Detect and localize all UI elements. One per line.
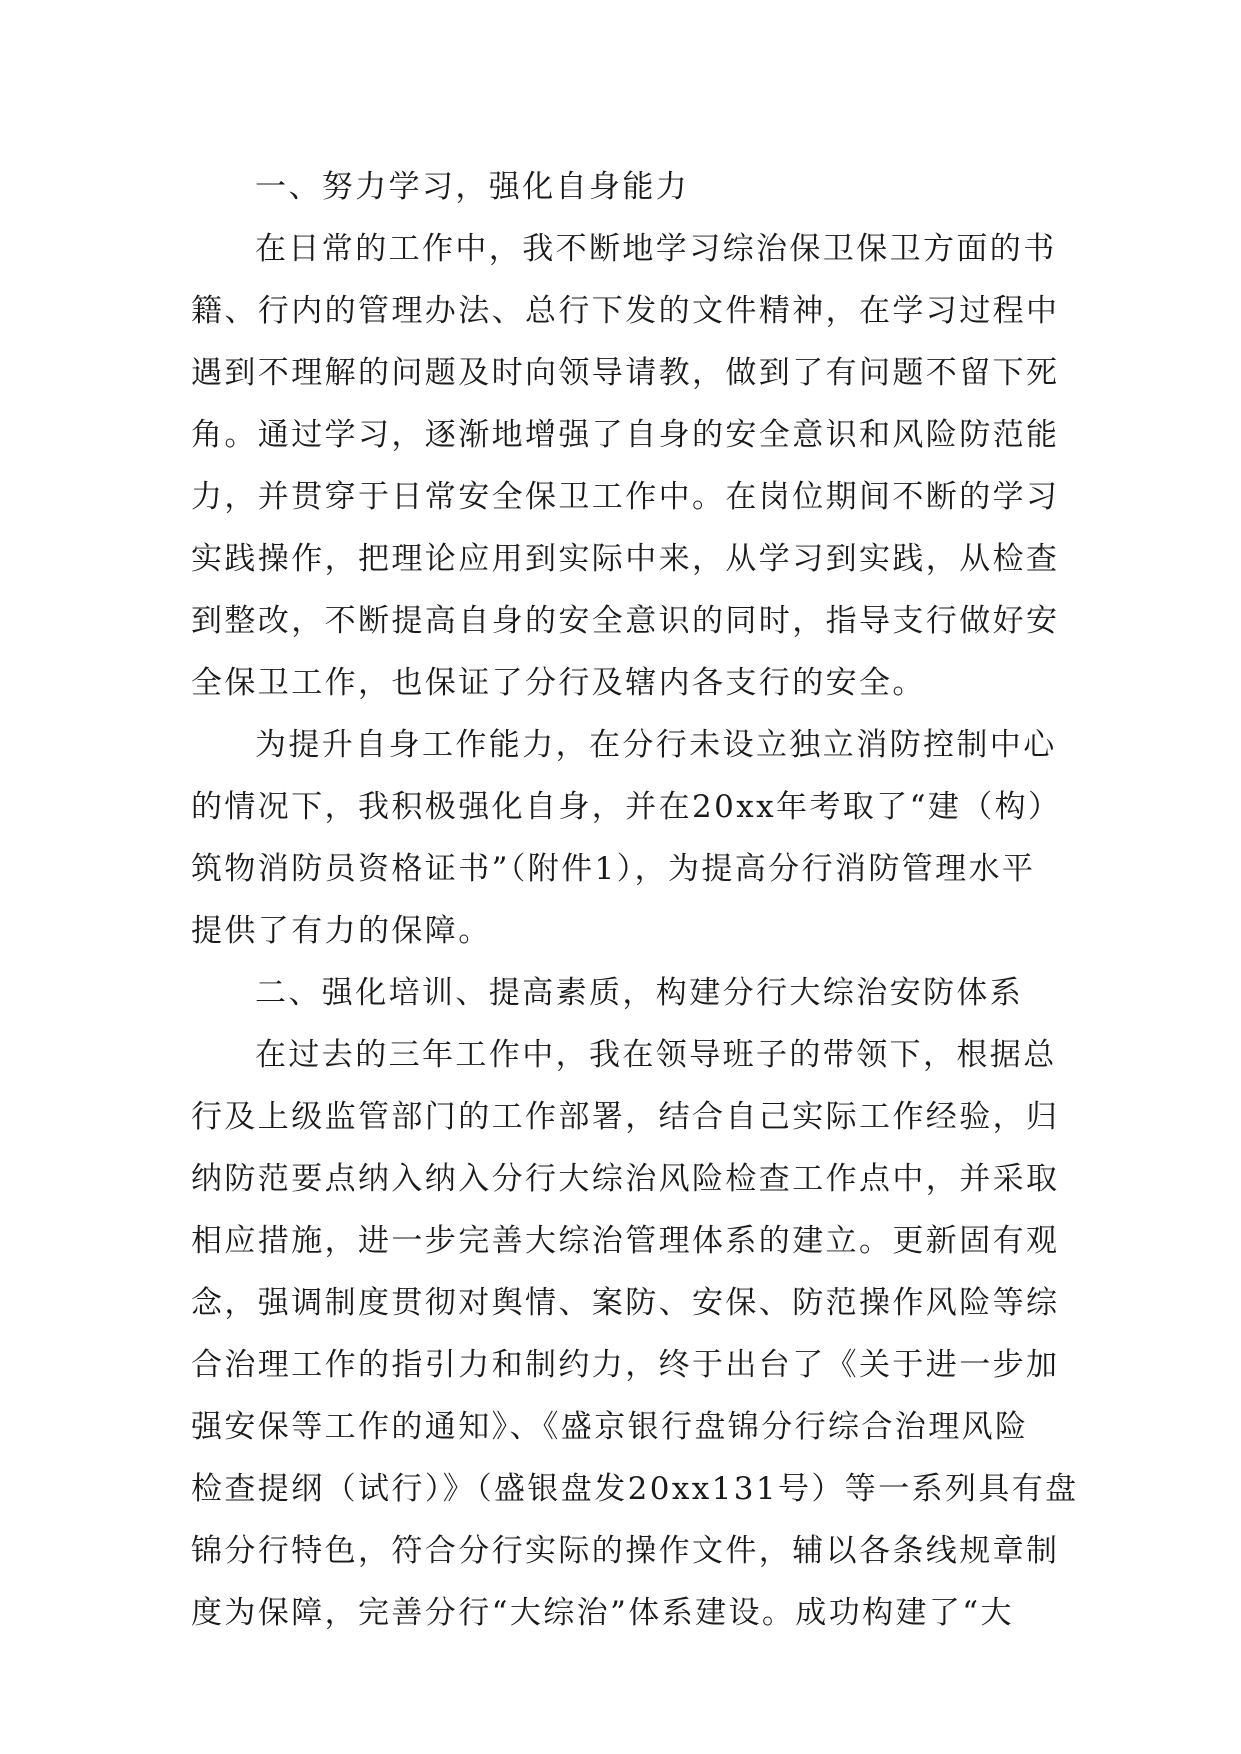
paragraph-line: 度为保障，完善分行“大综治”体系建设。成功构建了“大 bbox=[191, 1595, 1014, 1631]
paragraph-line: 到整改，不断提高自身的安全意识的同时，指导支行做好安 bbox=[191, 603, 1060, 639]
paragraph-line: 提供了有力的保障。 bbox=[191, 913, 492, 949]
paragraph-line: 念，强调制度贯彻对舆情、案防、安保、防范操作风险等综 bbox=[191, 1285, 1060, 1321]
paragraph-line: 遇到不理解的问题及时向领导请教，做到了有问题不留下死 bbox=[191, 355, 1060, 391]
paragraph-line: 相应措施，进一步完善大综治管理体系的建立。更新固有观 bbox=[191, 1223, 1060, 1259]
paragraph-line: 力，并贯穿于日常安全保卫工作中。在岗位期间不断的学习 bbox=[191, 479, 1060, 515]
paragraph-line: 全保卫工作，也保证了分行及辖内各支行的安全。 bbox=[191, 665, 926, 701]
paragraph-line: 角。通过学习，逐渐地增强了自身的安全意识和风险防范能 bbox=[191, 417, 1060, 453]
paragraph-line: 籍、行内的管理办法、总行下发的文件精神，在学习过程中 bbox=[191, 293, 1060, 329]
paragraph-line: 筑物消防员资格证书”（附件1），为提高分行消防管理水平 bbox=[191, 851, 1036, 887]
paragraph-line: 行及上级监管部门的工作部署，结合自己实际工作经验，归 bbox=[191, 1099, 1060, 1135]
paragraph-line: 的情况下，我积极强化自身，并在20xx年考取了“建（构） bbox=[191, 789, 1062, 825]
paragraph-line: 纳防范要点纳入纳入分行大综治风险检查工作点中，并采取 bbox=[191, 1161, 1060, 1197]
section-heading-1: 一、努力学习，强化自身能力 bbox=[255, 169, 690, 205]
paragraph-line: 在日常的工作中，我不断地学习综治保卫保卫方面的书 bbox=[255, 231, 1057, 267]
paragraph-line: 在过去的三年工作中，我在领导班子的带领下，根据总 bbox=[255, 1037, 1057, 1073]
paragraph-line: 实践操作，把理论应用到实际中来，从学习到实践，从检查 bbox=[191, 541, 1060, 577]
paragraph-line: 检查提纲（试行）》（盛银盘发20xx131号）等一系列具有盘 bbox=[191, 1471, 1079, 1507]
paragraph-line: 为提升自身工作能力，在分行未设立独立消防控制中心 bbox=[255, 727, 1057, 763]
paragraph-line: 锦分行特色，符合分行实际的操作文件，辅以各条线规章制 bbox=[191, 1533, 1060, 1569]
section-heading-2: 二、强化培训、提高素质，构建分行大综治安防体系 bbox=[255, 975, 1024, 1011]
document-body bbox=[191, 156, 1079, 1644]
paragraph-line: 强安保等工作的通知》、《盛京银行盘锦分行综合治理风险 bbox=[191, 1409, 1029, 1445]
paragraph-line: 合治理工作的指引力和制约力，终于出台了《关于进一步加 bbox=[191, 1347, 1060, 1383]
